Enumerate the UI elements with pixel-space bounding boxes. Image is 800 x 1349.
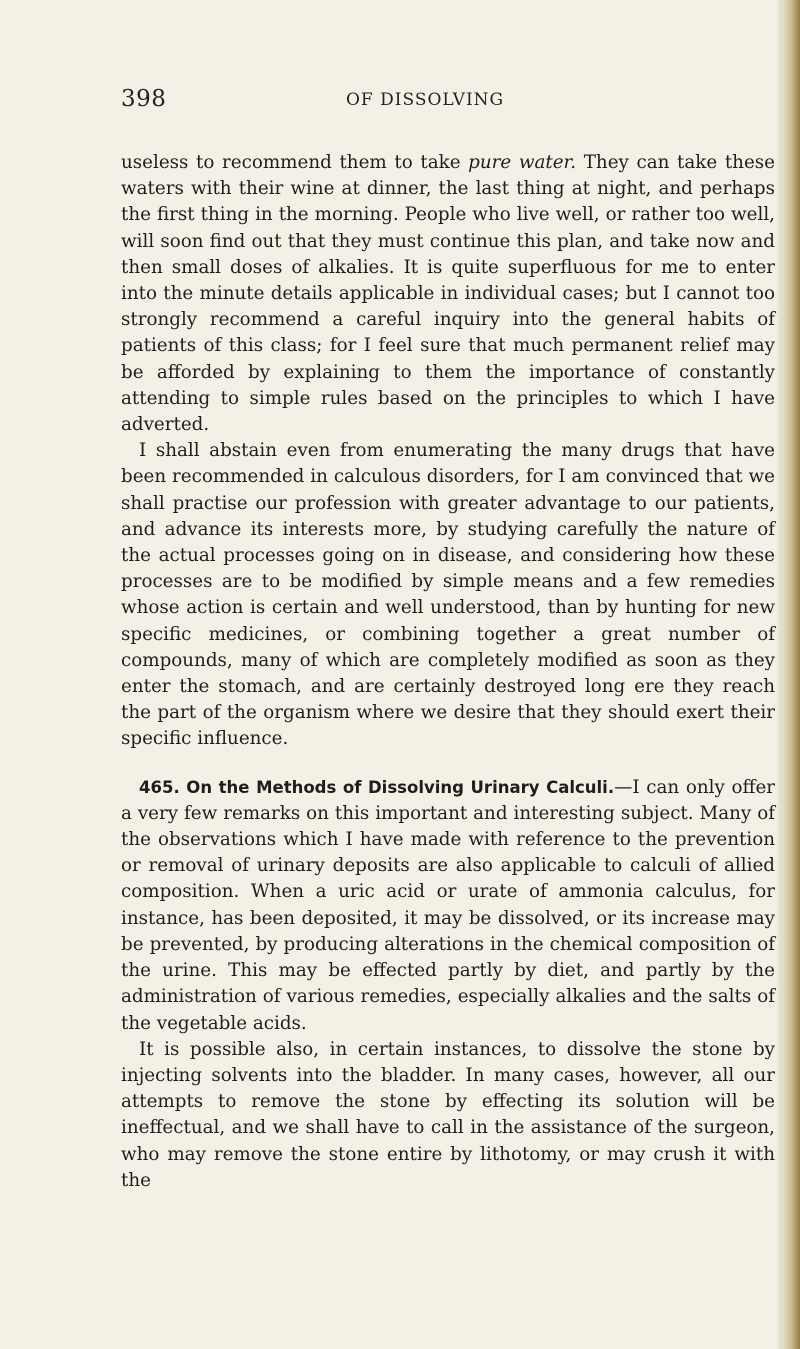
running-head xyxy=(0,86,800,116)
paragraph-1-text-a: useless to recommend them to take xyxy=(121,152,469,173)
running-title: OF DISSOLVING xyxy=(346,90,505,110)
paragraph-1-text-b: They can take these waters with their wine at dinner, the last thing at night, and perhaps the first thing in the morning. People who live well, or rather too well, will soon find out that they must continue this plan, and take now and then small doses of alkalies. It is quite superfluous for me to enter into the minute details applicable in individual cases; but I cannot too strongly recommend a careful inquiry into the general habits of patients of this class; for I feel sure that much permanent relief may be afforded by explaining to them the importance of constantly attending to simple rules based on the principles to which I have adverted. xyxy=(121,152,775,436)
section-heading: 465. On the Methods of Dissolving Urinary Calculi. xyxy=(139,777,615,797)
paragraph-3-text: —I can only offer a very few remarks on this important and interesting subject. Many of the observations which I have made with reference to the prevention or removal of urinary deposits are also applicable to calculi of allied composition. When a uric acid or urate of ammonia calculus, for instance, has been deposited, it may be dissolved, or its increase may be prevented, by producing alterations in the chemical composition of the urine. This may be effected partly by diet, and partly by the administration of various remedies, especially alkalies and the salts of the vegetable acids. xyxy=(121,776,776,1034)
paragraph-1 xyxy=(121,150,775,438)
paragraph-1-emphasis: pure water. xyxy=(468,152,577,173)
paragraph-4: It is possible also, in certain instances, to dissolve the stone by injecting solvents into the bladder. In many cases, however, all our attempts to remove the stone by effecting its solution will be ineffectual, and we shall have to call in the assistance of the surgeon, who may remove the stone entire by lithotomy, or may crush it with the xyxy=(121,1038,775,1191)
paragraph-2: I shall abstain even from enumerating the many drugs that have been recommended in calculous disorders, for I am convinced that we shall practise our profession with greater advantage to our patients, and advance its interests more, by studying carefully the nature of the actual processes going on in disease, and considering how these processes are to be modified by simple means and a few remedies whose action is certain and well understood, than by hunting for new specific medicines, or combining together a great number of compounds, many of which are completely modified as soon as they enter the stomach, and are certainly destroyed long ere they reach the part of the organism where we desire that they should exert their specific influence. xyxy=(121,440,775,750)
page-edge xyxy=(782,0,800,1349)
body-text xyxy=(121,150,775,1194)
page-number: 398 xyxy=(121,86,167,112)
paragraph-3 xyxy=(121,775,775,1037)
